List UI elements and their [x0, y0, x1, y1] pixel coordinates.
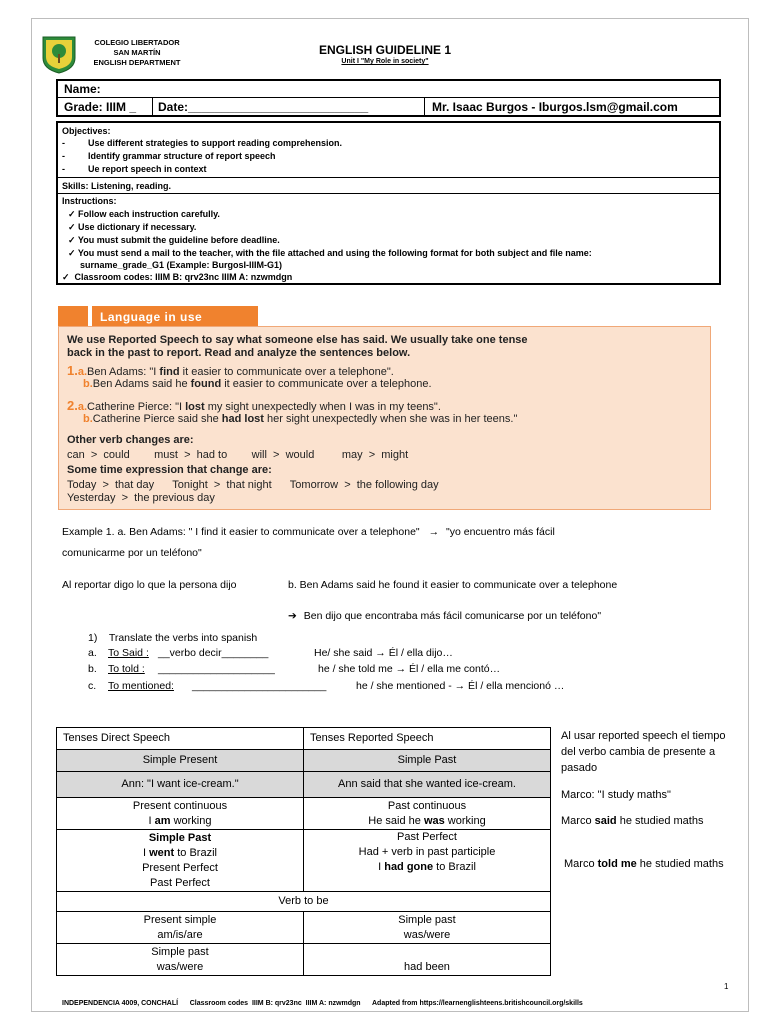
divider	[58, 193, 719, 194]
table-row	[57, 750, 551, 772]
instruction-item: ✓ Follow each instruction carefully.	[68, 209, 220, 219]
school-line-2: SAN MARTÍN	[113, 48, 161, 57]
language-tab-stripe	[58, 306, 88, 328]
table-cell: had been	[304, 944, 551, 976]
translate-row: a. To Said :	[88, 647, 149, 659]
table-cell: Past Perfect Had + verb in past participle I had gone to Brazil	[304, 830, 551, 892]
check-icon: ✓	[68, 235, 78, 245]
intro-line: We use Reported Speech to say what someone else has said. We usually take one tense	[67, 334, 528, 346]
language-in-use-tab: Language in use	[92, 306, 258, 328]
header-reported-speech: Tenses Reported Speech	[304, 728, 551, 750]
unit-subtitle: Unit I "My Role in society"	[341, 58, 429, 65]
table-cell: Present continuous I am working	[57, 798, 304, 830]
student-info-box	[56, 79, 721, 117]
time-expressions-heading: Some time expression that change are:	[67, 464, 272, 476]
tenses-table	[56, 727, 551, 976]
side-note: Marco said he studied maths	[561, 815, 704, 827]
sentence-1a: 1.a.Ben Adams: "I find it easier to communicate over a telephone".	[67, 363, 394, 378]
info-row	[58, 98, 719, 115]
classroom-codes: ✓ Classroom codes: IIIM B: qrv23nc IIIM A: nzwmdgn	[62, 272, 293, 282]
time-expressions: Today > that day Tonight > that night Tomorrow > the following day	[67, 479, 439, 491]
sentence-2a: 2.a.Catherine Pierce: "I lost my sight unexpectedly when I was in my teens".	[67, 398, 441, 413]
table-cell: Simple past was/were	[57, 944, 304, 976]
table-row	[57, 912, 551, 944]
sentence-2b: b.Catherine Pierce said she had lost her sight unexpectedly when she was in her teens."	[83, 413, 518, 425]
instructions-heading: Instructions:	[62, 196, 117, 206]
page-number: 1	[724, 982, 729, 991]
instruction-item: ✓ You must submit the guideline before deadline.	[68, 235, 280, 245]
page-footer: INDEPENDENCIA 4009, CONCHALÍ Classroom codes IIIM B: qrv23nc IIIM A: nzwmdgn Adapted from https://learnenglishteens.britishcouncil.org/skills	[62, 1000, 583, 1007]
side-note: Al usar reported speech el tiempo del verbo cambia de presente a pasado	[561, 730, 726, 774]
school-line-3: ENGLISH DEPARTMENT	[93, 58, 181, 67]
divider	[424, 98, 425, 115]
school-line-1: COLEGIO LIBERTADOR	[94, 38, 180, 47]
answer-field[interactable]: ____________________	[158, 663, 275, 675]
objectives-box	[56, 121, 721, 285]
table-row	[57, 944, 551, 976]
task-heading: 1) Translate the verbs into spanish	[88, 632, 258, 644]
table-cell: Present simple am/is/are	[57, 912, 304, 944]
file-format-line: surname_grade_G1 (Example: BurgosI-IIIM-G1)	[80, 260, 283, 270]
header-direct-speech: Tenses Direct Speech	[57, 728, 304, 750]
table-cell: Past continuous He said he was working	[304, 798, 551, 830]
divider	[152, 98, 153, 115]
verb-changes-heading: Other verb changes are:	[67, 434, 194, 446]
check-icon: ✓	[68, 248, 78, 258]
example-1-translation: comunicarme por un teléfono"	[62, 547, 202, 559]
table-row	[57, 892, 551, 912]
example-1: Example 1. a. Ben Adams: " I find it easier to communicate over a telephone" → "yo encuentro más fácil	[62, 526, 555, 538]
table-cell: Ann said that she wanted ice-cream.	[304, 772, 551, 798]
example-2-left: Al reportar digo lo que la persona dijo	[62, 579, 237, 591]
example-3: ➔ Ben dijo que encontraba más fácil comunicarse por un teléfono"	[288, 610, 602, 622]
side-note: Marco told me he studied maths	[564, 858, 724, 870]
table-row	[57, 830, 551, 892]
objectives-heading: Objectives:	[62, 126, 111, 136]
answer-field[interactable]: _______________________	[192, 680, 327, 692]
time-expressions: Yesterday > the previous day	[67, 492, 215, 504]
language-in-use-box	[58, 326, 711, 510]
name-field[interactable]: Name:	[58, 81, 719, 98]
grade-field[interactable]: Grade: IIIM _	[64, 100, 137, 114]
divider	[58, 177, 719, 178]
verb-changes: can > could must > had to will > would may > might	[67, 449, 409, 461]
table-cell: Simple Past	[304, 750, 551, 772]
table-row	[57, 772, 551, 798]
table-row	[57, 798, 551, 830]
sentence-1b: b.Ben Adams said he found it easier to communicate over a telephone.	[83, 378, 432, 390]
intro-line: back in the past to report. Read and analyze the sentences below.	[67, 347, 411, 359]
answer-field[interactable]: __verbo decir________	[158, 647, 269, 659]
side-note: Marco: "I study maths"	[561, 789, 671, 801]
objective-item: - Ue report speech in context	[62, 164, 207, 174]
verb-to-be-row: Verb to be	[57, 892, 551, 912]
arrow-icon: →	[428, 526, 440, 538]
translation-note: He/ she said → Él / ella dijo…	[314, 647, 453, 659]
check-icon: ✓	[68, 222, 79, 232]
check-icon: ✓	[68, 209, 79, 219]
translate-row: b. To told :	[88, 663, 145, 675]
school-name	[82, 38, 192, 68]
example-2-right: b. Ben Adams said he found it easier to communicate over a telephone	[288, 579, 618, 591]
teacher-contact: Mr. Isaac Burgos - Iburgos.lsm@gmail.com	[432, 100, 678, 114]
objective-item: - Identify grammar structure of report speech	[62, 151, 276, 161]
skills-line: Skills: Listening, reading.	[62, 181, 172, 191]
table-header-row	[57, 728, 551, 750]
instruction-item: ✓ You must send a mail to the teacher, with the file attached and using the following format for both subject and file name:	[68, 248, 592, 258]
translation-note: he / she mentioned - → Él / ella mencionó …	[356, 680, 565, 692]
check-icon: ✓	[62, 272, 75, 282]
translation-note: he / she told me → Él / ella me contó…	[318, 663, 501, 675]
translate-row: c. To mentioned:	[88, 680, 174, 692]
instruction-item: ✓ Use dictionary if necessary.	[68, 222, 197, 232]
table-cell: Simple Present	[57, 750, 304, 772]
table-cell: Ann: "I want ice-cream."	[57, 772, 304, 798]
table-cell: Simple past was/were	[304, 912, 551, 944]
arrow-icon: ➔	[288, 610, 297, 622]
objective-item: - Use different strategies to support reading comprehension.	[62, 138, 343, 148]
guideline-title: ENGLISH GUIDELINE 1	[318, 43, 452, 57]
date-field[interactable]: Date:___________________________	[158, 100, 369, 114]
table-cell: Simple Past I went to Brazil Present Perfect Past Perfect	[57, 830, 304, 892]
school-crest-logo	[40, 34, 78, 74]
